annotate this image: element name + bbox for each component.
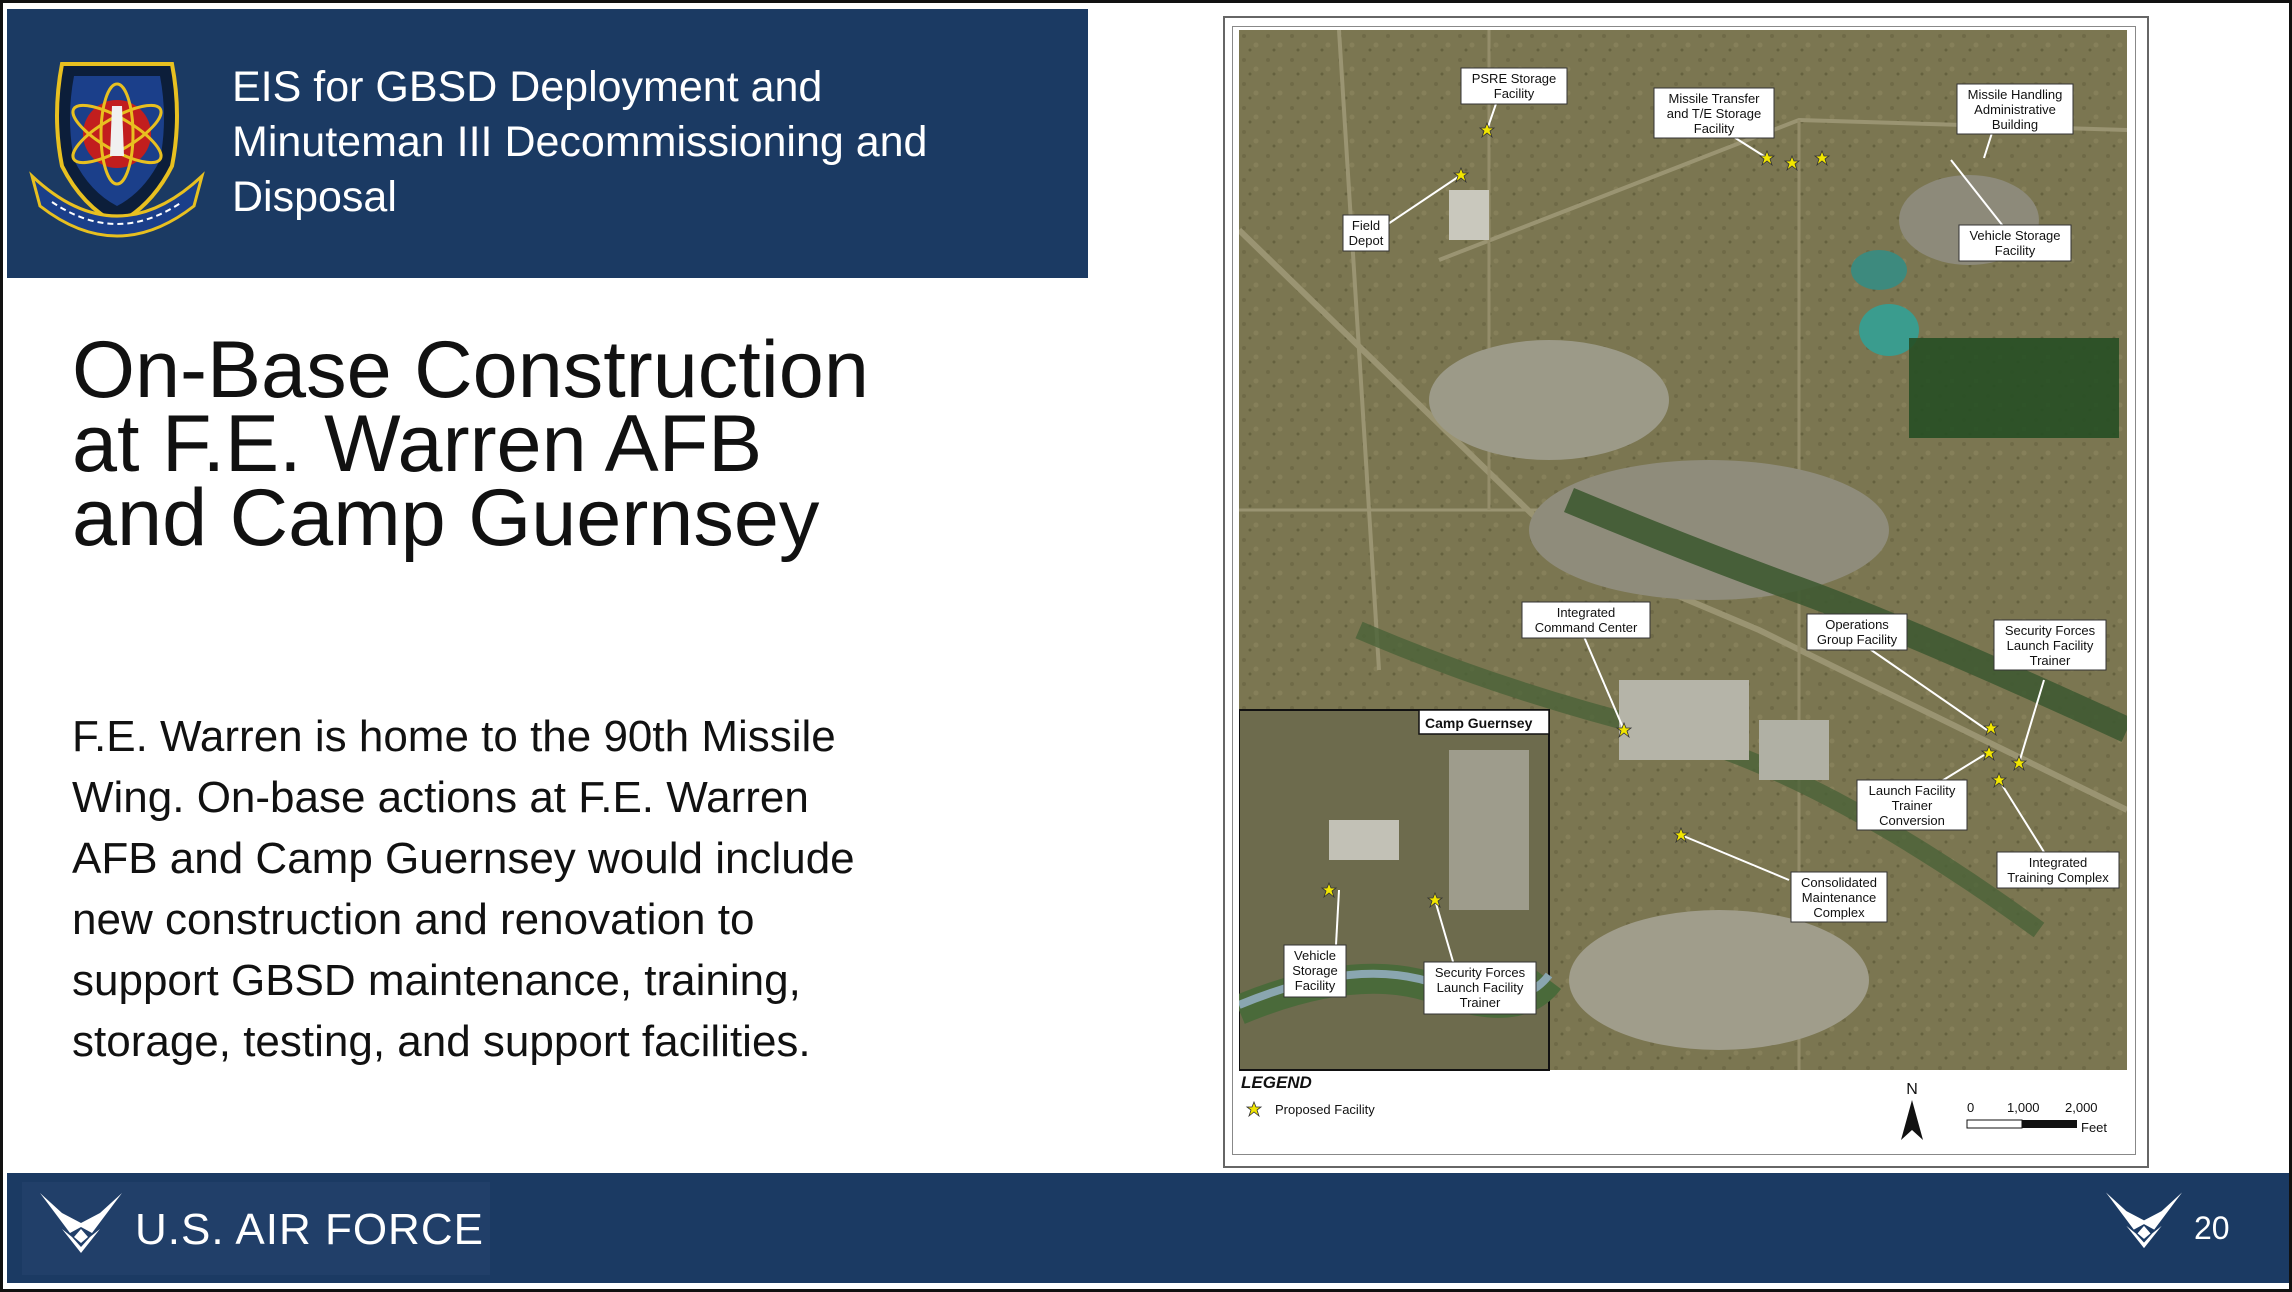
scale-bar-dark (2022, 1120, 2077, 1128)
legend-item: Proposed Facility (1275, 1102, 1375, 1117)
svg-text:Vehicle Storage: Vehicle Storage (1969, 228, 2061, 243)
air-force-wing-icon (40, 1193, 122, 1263)
label-integrated-training (1997, 852, 2119, 888)
svg-text:Facility: Facility (1693, 121, 1735, 136)
svg-text:Command Center: Command Center (1534, 620, 1638, 635)
inset-title: Camp Guernsey (1425, 715, 1533, 731)
air-force-brand: U.S. AIR FORCE (135, 1205, 484, 1254)
svg-text:Launch Facility: Launch Facility (1436, 980, 1524, 995)
svg-text:Integrated: Integrated (2028, 855, 2088, 870)
svg-text:Administrative: Administrative (1974, 102, 2056, 117)
svg-text:Launch Facility: Launch Facility (1868, 783, 1956, 798)
svg-text:Vehicle: Vehicle (1294, 948, 1336, 963)
label-launch-conversion (1857, 780, 1967, 830)
scale-unit: Feet (2081, 1120, 2108, 1135)
svg-text:Trainer: Trainer (2029, 653, 2071, 668)
north-label: N (1906, 1081, 1918, 1098)
svg-text:Storage: Storage (1292, 963, 1338, 978)
page-number: 20 (2194, 1210, 2230, 1246)
label-security-forces (1994, 620, 2106, 670)
label-vehicle-storage (1959, 225, 2071, 261)
body-line: storage, testing, and support facilities. (72, 1017, 811, 1066)
body-line: new construction and renovation to (72, 895, 755, 944)
label-operations-group (1807, 614, 1907, 650)
scale-tick: 1,000 (2007, 1100, 2040, 1115)
slide-body (72, 706, 855, 1072)
facility-map (1239, 30, 2127, 1150)
header-line: Disposal (232, 173, 397, 221)
slide-title (72, 325, 869, 563)
svg-text:Missile Transfer: Missile Transfer (1668, 91, 1760, 106)
svg-text:Security Forces: Security Forces (1434, 965, 1526, 980)
svg-text:Launch Facility: Launch Facility (2006, 638, 2094, 653)
label-missile-transfer (1654, 88, 1774, 138)
legend-star-icon (1247, 1102, 1261, 1116)
svg-text:Security Forces: Security Forces (2004, 623, 2096, 638)
scale-tick: 2,000 (2065, 1100, 2098, 1115)
scale-tick: 0 (1967, 1100, 1975, 1115)
svg-text:Trainer: Trainer (1459, 995, 1501, 1010)
body-line: AFB and Camp Guernsey would include (72, 834, 855, 883)
svg-text:Training Complex: Training Complex (2007, 870, 2109, 885)
svg-text:Building: Building (1991, 117, 2039, 132)
header-line: Minuteman III Decommissioning and (232, 118, 928, 166)
header-title (232, 60, 927, 225)
air-force-wing-icon (2106, 1192, 2182, 1258)
afnwc-emblem (22, 56, 212, 246)
label-psre-storage (1461, 68, 1567, 104)
label-inset-vehicle-storage (1284, 945, 1346, 997)
svg-text:Consolidated: Consolidated (1801, 875, 1877, 890)
north-arrow-icon (1901, 1100, 1923, 1140)
label-field-depot (1343, 215, 1389, 251)
header-line: EIS for GBSD Deployment and (232, 63, 823, 111)
title-line: at F.E. Warren AFB (72, 399, 763, 489)
label-inset-security-forces (1424, 962, 1536, 1014)
svg-text:Facility: Facility (1294, 978, 1336, 993)
svg-text:Field: Field (1351, 218, 1381, 233)
svg-text:Conversion: Conversion (1879, 813, 1945, 828)
svg-text:and T/E Storage: and T/E Storage (1666, 106, 1762, 121)
title-line: On-Base Construction (72, 325, 869, 415)
title-line: and Camp Guernsey (72, 473, 820, 563)
legend-title: LEGEND (1241, 1073, 1312, 1092)
body-line: Wing. On-base actions at F.E. Warren (72, 773, 809, 822)
scale-bar-light (1967, 1120, 2022, 1128)
svg-text:Trainer: Trainer (1891, 798, 1933, 813)
svg-text:Missile Handling: Missile Handling (1967, 87, 2063, 102)
label-consolidated-maintenance (1791, 872, 1887, 922)
svg-text:Complex: Complex (1813, 905, 1865, 920)
svg-text:Group Facility: Group Facility (1816, 632, 1898, 647)
svg-text:Maintenance: Maintenance (1801, 890, 1877, 905)
svg-text:Facility: Facility (1493, 86, 1535, 101)
svg-text:Depot: Depot (1348, 233, 1384, 248)
body-line: F.E. Warren is home to the 90th Missile (72, 712, 836, 761)
svg-text:PSRE Storage: PSRE Storage (1471, 71, 1557, 86)
label-integrated-command (1522, 602, 1650, 638)
body-line: support GBSD maintenance, training, (72, 956, 801, 1005)
svg-text:Facility: Facility (1994, 243, 2036, 258)
svg-text:Integrated: Integrated (1556, 605, 1616, 620)
label-missile-handling (1957, 84, 2073, 134)
svg-text:Operations: Operations (1825, 617, 1889, 632)
